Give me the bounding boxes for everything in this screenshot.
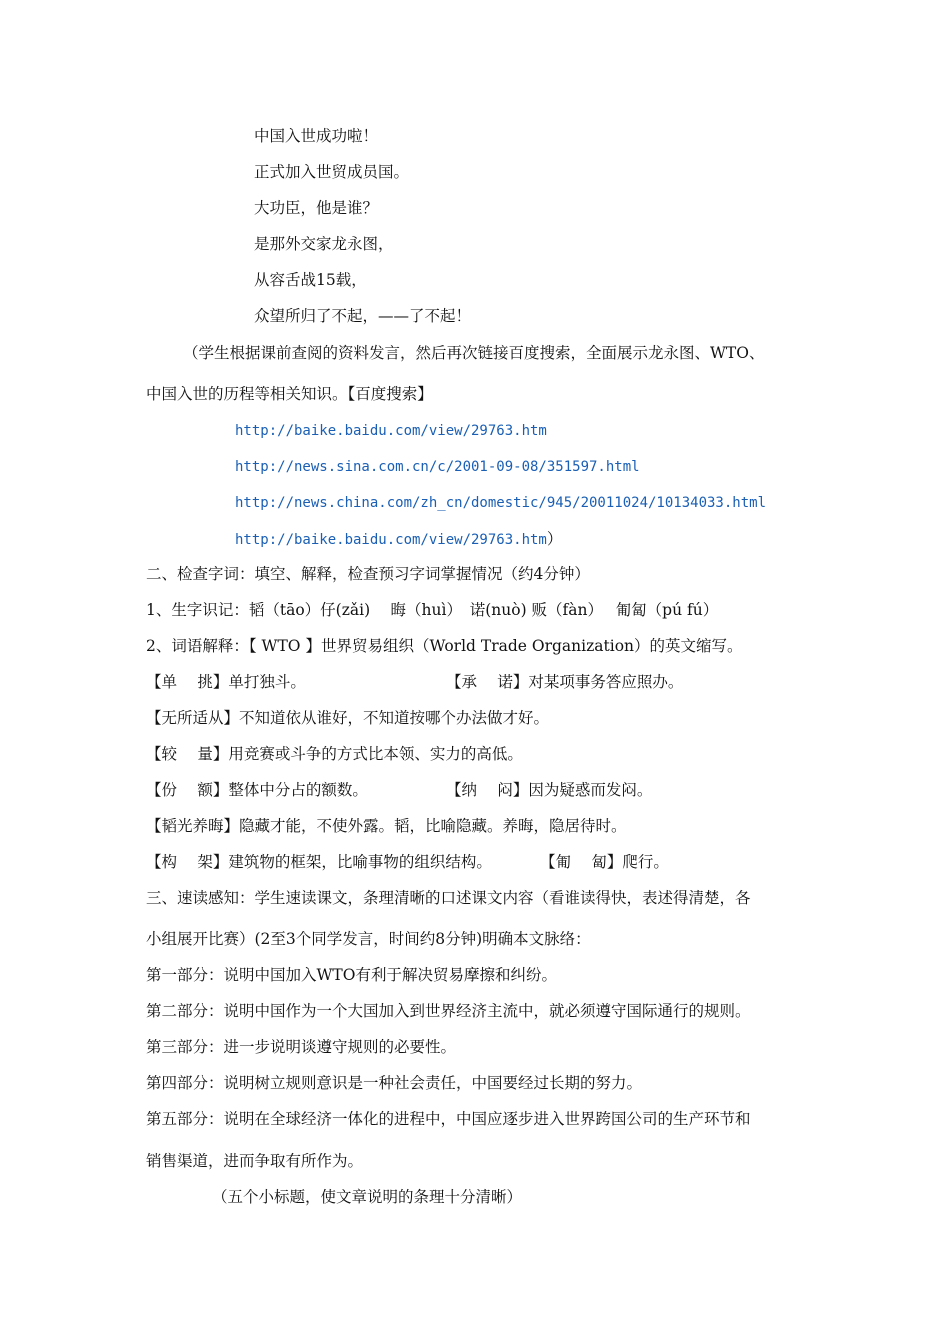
term-goujia: 【构 架】建筑物的框架，比喻事物的组织结构。 [146, 853, 492, 871]
section3-heading-1: 三、速读感知：学生速读课文，条理清晰的口述课文内容（看谁读得快，表述得清楚，各 [146, 889, 751, 907]
term-danti: 【单 挑】单打独斗。 [146, 673, 306, 691]
section2-item1: 1、生字识记：韬（tāo）仔(zǎi) 晦（huì） 诺(nuò) 贩（fàn） 匍匐（pú fú） [146, 601, 719, 619]
link-text[interactable]: http://baike.baidu.com/view/29763.htm [235, 423, 547, 439]
section2-heading: 二、检查字词：填空、解释，检查预习字词掌握情况（约4分钟） [146, 565, 590, 583]
link-text[interactable]: http://baike.baidu.com/view/29763.htm [235, 532, 547, 548]
part-3: 第三部分：进一步说明谈遵守规则的必要性。 [146, 1038, 457, 1056]
term-wusuoshicong: 【无所适从】不知道依从谁好，不知道按哪个办法做才好。 [146, 709, 550, 727]
closing-paren: ） [546, 530, 563, 548]
poem-line: 是那外交家龙永图， [254, 235, 394, 253]
sina-link[interactable] [235, 457, 640, 477]
section3-heading-2: 小组展开比赛）(2至3个同学发言，时间约8分钟)明确本文脉络： [146, 930, 591, 948]
term-jiaoliang: 【较 量】用竞赛或斗争的方式比本领、实力的高低。 [146, 745, 523, 763]
term-namen: 【纳 闷】因为疑惑而发闷。 [446, 781, 653, 799]
link-text[interactable]: http://news.sina.com.cn/c/2001-09-08/351597.html [235, 459, 640, 475]
term-chengnuo: 【承 诺】对某项事务答应照办。 [446, 673, 684, 691]
note-line-1: （学生根据课前查阅的资料发言，然后再次链接百度搜索，全面展示龙永图、WTO、 [183, 344, 765, 362]
poem-line: 中国入世成功啦！ [254, 127, 379, 145]
part-5-continued: 销售渠道，进而争取有所作为。 [146, 1152, 364, 1170]
poem-line: 从容舌战15载， [254, 271, 367, 289]
baidu-link-1[interactable] [235, 421, 547, 441]
poem-line: 正式加入世贸成员国。 [254, 163, 410, 181]
china-link[interactable] [235, 493, 766, 513]
summary-note: （五个小标题，使文章说明的条理十分清晰） [212, 1188, 523, 1206]
poem-line: 大功臣，他是谁？ [254, 199, 379, 217]
note-line-2: 中国入世的历程等相关知识。【百度搜索】 [146, 385, 433, 403]
baidu-link-2[interactable] [235, 529, 562, 550]
part-4: 第四部分：说明树立规则意识是一种社会责任，中国要经过长期的努力。 [146, 1074, 643, 1092]
poem-line: 众望所归了不起，——了不起！ [254, 307, 472, 325]
part-1: 第一部分：说明中国加入WTO有利于解决贸易摩擦和纠纷。 [146, 966, 557, 984]
part-2: 第二部分：说明中国作为一个大国加入到世界经济主流中，就必须遵守国际通行的规则。 [146, 1002, 751, 1020]
part-5: 第五部分：说明在全球经济一体化的进程中，中国应逐步进入世界跨国公司的生产环节和 [146, 1110, 751, 1128]
term-fene: 【份 额】整体中分占的额数。 [146, 781, 368, 799]
term-taoguangyanghui: 【韬光养晦】隐藏才能，不使外露。韬，比喻隐藏。养晦，隐居待时。 [146, 817, 627, 835]
link-text[interactable]: http://news.china.com/zh_cn/domestic/945/20011024/10134033.html [235, 495, 767, 511]
term-pufu: 【匍 匐】爬行。 [540, 853, 669, 871]
section2-item2: 2、词语解释：【 WTO 】世界贸易组织（World Trade Organization）的英文缩写。 [146, 637, 743, 655]
